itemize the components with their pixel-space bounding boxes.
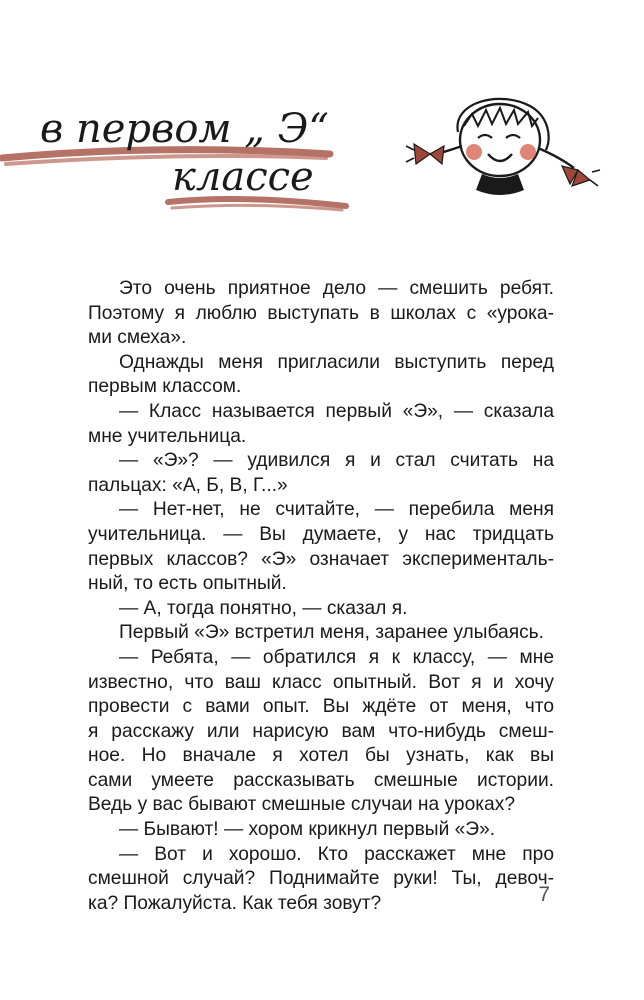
text-line: — Ребята, — обратился я к классу, — мне xyxy=(119,646,554,668)
text-line: ное. Но вначале я хотел бы узнать, как вы xyxy=(88,745,554,767)
text-line: Поэтому я люблю выступать в школах с «урока- xyxy=(88,302,554,324)
chapter-title-art xyxy=(0,92,644,232)
text-line: сами умеете рассказывать смешные истории. xyxy=(88,769,554,791)
chapter-body-text xyxy=(88,277,554,916)
text-line: я расскажу или нарисую вам что-нибудь смеш- xyxy=(88,720,554,742)
text-line: известно, что ваш класс опытный. Вот я и хочу xyxy=(88,671,554,693)
paragraph xyxy=(88,646,554,818)
text-line: смешной случай? Поднимайте руки! Ты, девоч- xyxy=(88,868,554,890)
text-line: мне учительница. xyxy=(88,425,247,447)
girl-with-pigtails-icon xyxy=(406,99,600,195)
text-line: первым классом. xyxy=(88,376,242,398)
text-line: Первый «Э» встретил меня, заранее улыбаясь. xyxy=(119,622,545,644)
paragraph xyxy=(88,400,554,449)
page-number: 7 xyxy=(538,883,550,906)
text-line: ми смеха». xyxy=(88,327,187,349)
paragraph xyxy=(88,277,554,351)
text-line: ный, то есть опытный. xyxy=(88,573,287,595)
text-line: — Бывают! — хором крикнул первый «Э». xyxy=(119,819,496,841)
text-line: первых классов? «Э» означает эксперименталь- xyxy=(88,548,554,570)
chapter-title-line2: классе xyxy=(172,154,314,200)
paragraph xyxy=(88,597,554,622)
text-line: Это очень приятное дело — смешить ребят. xyxy=(119,278,554,299)
paragraph xyxy=(88,843,554,917)
text-line: — А, тогда понятно, — сказал я. xyxy=(119,597,408,619)
text-line: учительница. — Вы думаете, у нас тридцать xyxy=(88,523,554,545)
text-line: — Нет-нет, не считайте, — перебила меня xyxy=(119,499,554,521)
text-line: провести с вами опыт. Вы ждёте от меня, что xyxy=(88,696,554,718)
text-line: ка? Пожалуйста. Как тебя зовут? xyxy=(88,892,382,914)
paragraph xyxy=(88,818,554,843)
chapter-title-svg xyxy=(0,92,644,232)
paragraph xyxy=(88,449,554,498)
text-line: пальцах: «А, Б, В, Г...» xyxy=(88,474,288,496)
paragraph xyxy=(88,621,554,646)
text-line: — «Э»? — удивился я и стал считать на xyxy=(119,450,554,472)
paragraph xyxy=(88,498,554,596)
text-line: — Класс называется первый «Э», — сказала xyxy=(119,400,554,422)
paragraph xyxy=(88,351,554,400)
text-line: Однажды меня пригласили выступить перед xyxy=(119,351,554,373)
text-line: Ведь у вас бывают смешные случаи на уроках? xyxy=(88,794,515,816)
text-line: — Вот и хорошо. Кто расскажет мне про xyxy=(119,843,554,865)
chapter-title-line1: в первом „ Э“ xyxy=(40,106,329,152)
